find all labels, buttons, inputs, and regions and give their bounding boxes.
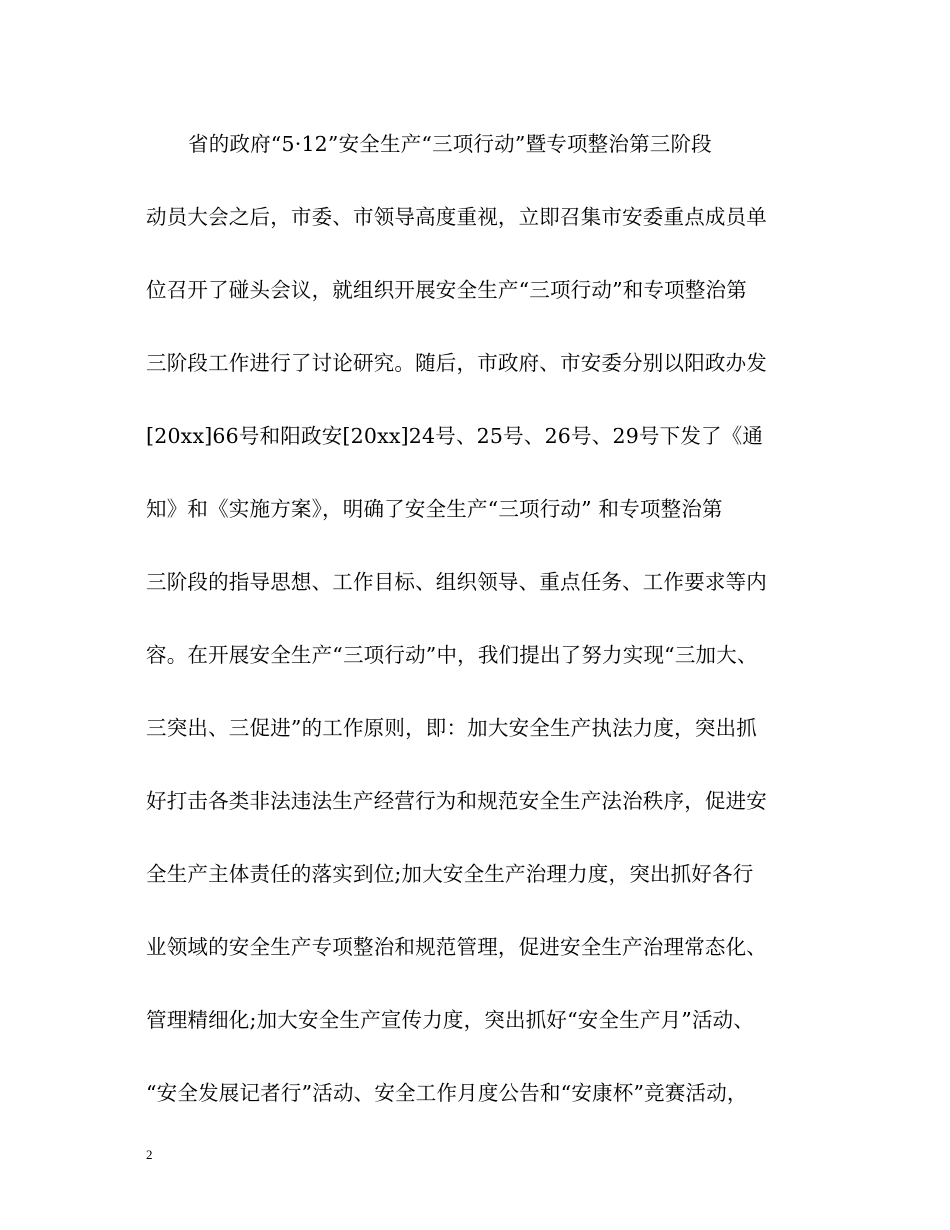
text-line: 三阶段工作进行了讨论研究。随后，市政府、市安委分别以阳政办发 [146, 351, 767, 375]
text-line: 三阶段的指导思想、工作目标、组织领导、重点任务、工作要求等内 [146, 570, 767, 594]
text-line: 动员大会之后，市委、市领导高度重视，立即召集市安委重点成员单 [146, 205, 767, 229]
text-line: 知》和《实施方案》，明确了安全生产“三项行动” 和专项整治第 [146, 497, 723, 521]
text-line: 管理精细化;加大安全生产宣传力度，突出抓好“安全生产月”活动、 [146, 1008, 755, 1032]
text-line: [20xx]66号和阳政安[20xx]24号、25号、26号、29号下发了《通 [146, 424, 764, 448]
text-line: “安全发展记者行”活动、安全工作月度公告和“安康杯”竞赛活动， [146, 1081, 748, 1105]
text-line: 全生产主体责任的落实到位;加大安全生产治理力度，突出抓好各行 [146, 862, 754, 886]
text-line: 容。在开展安全生产“三项行动”中，我们提出了努力实现“三加大、 [146, 643, 758, 667]
text-line: 好打击各类非法违法生产经营行为和规范安全生产法治秩序，促进安 [146, 789, 767, 813]
page-number: 2 [146, 1147, 153, 1162]
text-line: 省的政府“5·12”安全生产“三项行动”暨专项整治第三阶段 [188, 132, 712, 156]
text-line: 业领域的安全生产专项整治和规范管理，促进安全生产治理常态化、 [146, 935, 767, 959]
text-line: 三突出、三促进”的工作原则，即：加大安全生产执法力度，突出抓 [146, 716, 757, 740]
text-line: 位召开了碰头会议，就组织开展安全生产“三项行动”和专项整治第 [146, 278, 747, 302]
